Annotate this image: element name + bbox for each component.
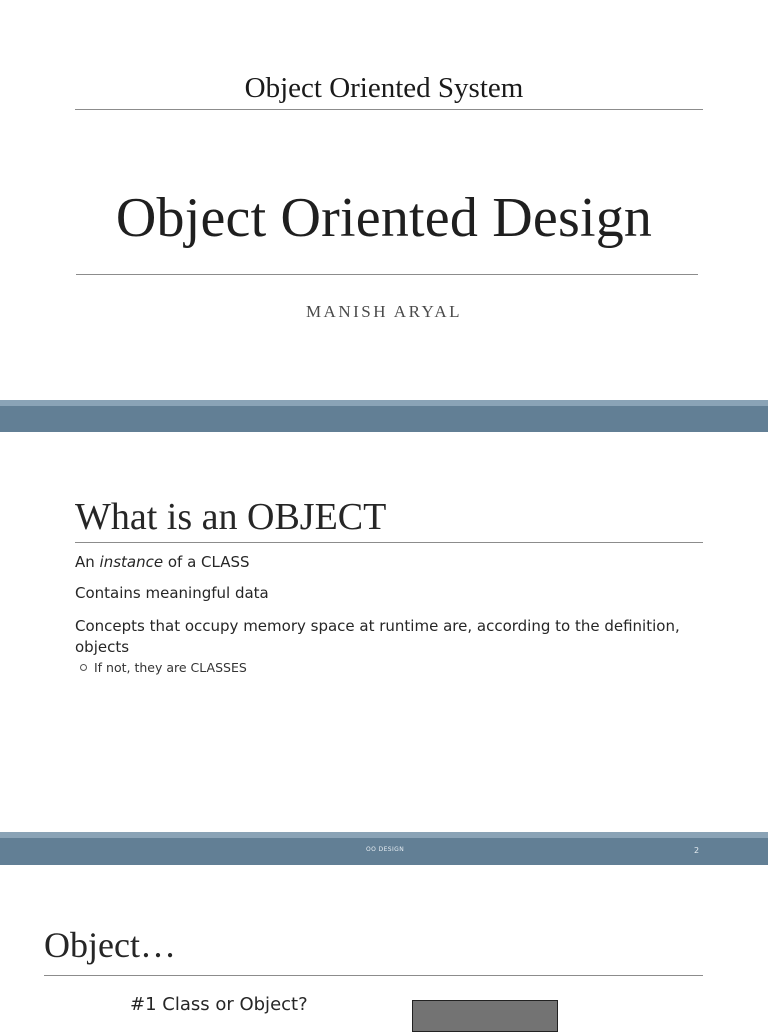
- bullet-item: Contains meaningful data: [75, 584, 269, 602]
- author-name: MANISH ARYAL: [305, 302, 463, 321]
- circle-bullet-icon: [80, 664, 87, 671]
- bullet-emphasis: instance: [99, 553, 164, 571]
- bullet-item: [75, 552, 705, 573]
- title-divider: [76, 274, 698, 275]
- sub-bullet-item: [80, 660, 247, 675]
- slide-header: Object Oriented System: [244, 72, 524, 104]
- title-divider: [75, 542, 703, 543]
- slide-title: What is an OBJECT: [75, 496, 387, 538]
- slide-separator-band: [0, 406, 768, 432]
- slide-title: Object…: [44, 925, 176, 965]
- page-number: 2: [694, 846, 700, 855]
- footer-label: OO DESIGN: [366, 846, 405, 853]
- bullet-text: of a CLASS: [163, 553, 250, 571]
- slide-subtitle: #1 Class or Object?: [130, 994, 308, 1015]
- bullet-text: An: [75, 553, 100, 571]
- title-divider: [44, 975, 703, 976]
- bullet-item: Concepts that occupy memory space at runtime are, according to the definition, objects: [75, 617, 680, 656]
- sub-bullet-text: If not, they are CLASSES: [94, 660, 247, 675]
- diagram-box: [412, 1000, 558, 1032]
- header-divider: [75, 109, 703, 110]
- slide-title: Object Oriented Design: [115, 187, 653, 249]
